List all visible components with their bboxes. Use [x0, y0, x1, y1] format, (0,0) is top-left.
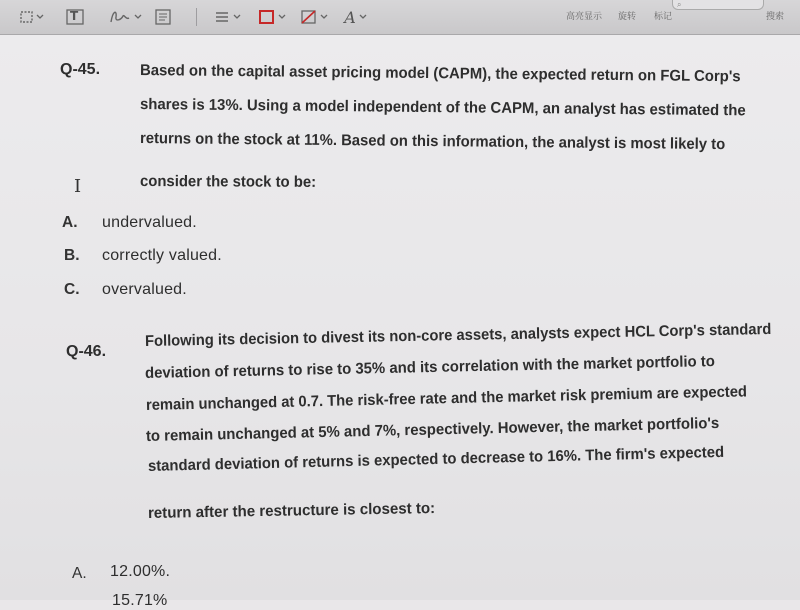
question-text-line: remain unchanged at 0.7. The risk-free rate and the market risk premium are expected [145, 383, 748, 414]
signature-icon[interactable] [106, 7, 146, 27]
lasso-select-icon[interactable] [18, 7, 48, 27]
question-text-line: consider the stock to be: [139, 173, 317, 191]
font-label: A [344, 7, 356, 27]
option-text[interactable]: 12.00%. [110, 563, 171, 580]
search-label[interactable]: 搜索 [766, 12, 785, 22]
font-icon[interactable] [340, 7, 374, 27]
question-text-line: returns on the stock at 11%. Based on this information, the analyst is most likely to [139, 130, 726, 154]
toolbar [0, 0, 800, 35]
question-text-line: Based on the capital asset pricing model (CAPM), the expected return on FGL Corp's [139, 62, 741, 86]
option-letter: A. [62, 214, 78, 231]
option-letter: C. [64, 281, 80, 298]
align-icon[interactable] [212, 7, 248, 27]
option-text[interactable]: overvalued. [102, 281, 187, 298]
option-text[interactable]: undervalued. [102, 214, 197, 231]
highlight-label[interactable]: 高亮显示 [566, 12, 603, 22]
border-color-icon[interactable] [256, 7, 292, 27]
option-letter: B. [64, 247, 80, 264]
option-text[interactable]: correctly valued. [102, 247, 222, 264]
question-number: Q-46. [66, 343, 107, 360]
markup-label[interactable]: 标记 [654, 12, 673, 22]
note-icon[interactable] [152, 7, 174, 27]
option-text[interactable]: 15.71% [112, 592, 168, 609]
toolbar-divider [196, 8, 197, 26]
question-text-line: return after the restructure is closest to: [147, 499, 436, 522]
option-letter: A. [72, 565, 87, 582]
question-number: Q-45. [60, 61, 101, 78]
text-box-icon[interactable] [64, 7, 86, 27]
text-box-label: T [70, 9, 79, 23]
search-icon: ⌕ [677, 0, 682, 9]
question-text-line: to remain unchanged at 5% and 7%, respectively. However, the market portfolio's [145, 414, 720, 445]
question-text-line: standard deviation of returns is expected to decrease to 16%. The firm's expected [147, 443, 725, 475]
fill-color-icon[interactable] [298, 7, 334, 27]
search-field[interactable] [672, 0, 764, 10]
question-text-line: shares is 13%. Using a model independent of the CAPM, an analyst has estimated the [139, 96, 746, 120]
question-text-line: Following its decision to divest its non-core assets, analysts expect HCL Corp's standard [144, 320, 772, 350]
text-cursor-icon: I [74, 176, 82, 197]
question-text-line: deviation of returns to rise to 35% and its correlation with the market portfolio to [144, 353, 716, 382]
rotate-label[interactable]: 旋转 [618, 12, 637, 22]
